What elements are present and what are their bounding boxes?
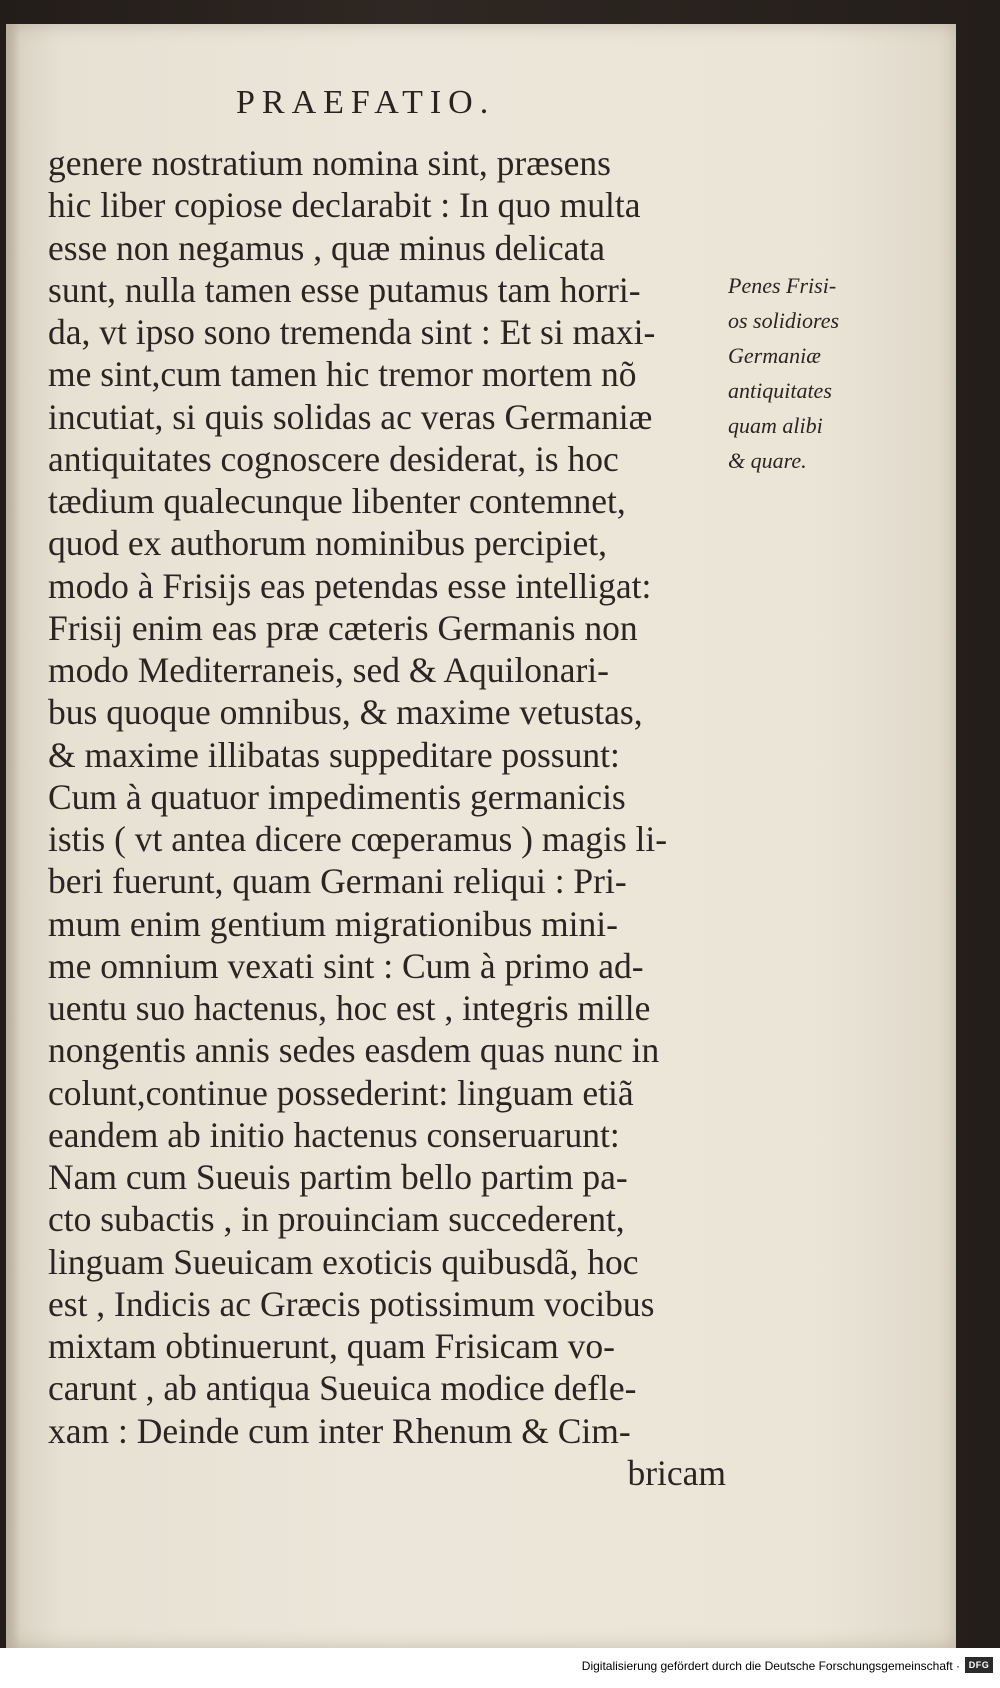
text-line: Frisij enim eas præ cæteris Germanis non (48, 607, 638, 648)
text-line: modo Mediterraneis, sed & Aquilonari- (48, 650, 609, 690)
text-line: quod ex authorum nominibus percipiet, (48, 523, 608, 564)
text-line: cto subactis , in prouinciam succederent, (48, 1199, 625, 1240)
text-line: antiquitates cognoscere desiderat, is hoc (48, 438, 619, 479)
text-line: est , Indicis ac Græcis potissimum vocibus (48, 1283, 655, 1324)
marginal-note (728, 268, 878, 478)
marginal-note-line: Germaniæ (728, 343, 821, 368)
marginal-note-line: Penes Frisi- (728, 273, 837, 298)
text-line: me sint,cum tamen hic tremor mortem nõ (48, 354, 637, 395)
text-line: bus quoque omnibus, & maxime vetustas, (48, 692, 643, 733)
text-line: nongentis annis sedes easdem quas nunc in (48, 1030, 660, 1071)
text-line: esse non negamus , quæ minus delicata (48, 227, 606, 268)
running-head: PRAEFATIO. (236, 84, 496, 121)
digitization-footer (0, 1648, 1000, 1688)
text-line: linguam Sueuicam exoticis quibusdã, hoc (48, 1241, 639, 1282)
text-line: incutiat, si quis solidas ac veras Germaniæ (48, 396, 653, 437)
text-line: da, vt ipso sono tremenda sint : Et si maxi- (48, 312, 656, 352)
marginal-note-line: quam alibi (728, 413, 823, 438)
marginal-note-line: antiquitates (728, 378, 832, 403)
text-line: Cum à quatuor impedimentis germanicis (48, 776, 626, 817)
text-line: uentu suo hactenus, hoc est , integris mille (48, 988, 651, 1028)
marginal-note-line: os solidiores (728, 308, 840, 333)
text-line: xam : Deinde cum inter Rhenum & Cim- (48, 1410, 631, 1451)
dfg-logo: DFG (965, 1657, 993, 1673)
text-line: & maxime illibatas suppeditare possunt: (48, 734, 620, 775)
text-line: sunt, nulla tamen esse putamus tam horri- (48, 269, 641, 310)
text-line: istis ( vt antea dicere cœperamus ) magis li- (48, 819, 668, 859)
funding-credit: Digitalisierung gefördert durch die Deutsche Forschungsgemeinschaft · (581, 1659, 960, 1673)
text-line: mum enim gentium migrationibus mini- (48, 903, 618, 944)
text-line: colunt,continue possederint: linguam etiã (48, 1072, 634, 1113)
marginal-note-line: & quare. (728, 448, 807, 473)
body-text (48, 142, 730, 1494)
text-line: modo à Frisijs eas petendas esse intelligat: (48, 565, 652, 606)
text-line: tædium qualecunque libenter contemnet, (48, 481, 626, 521)
text-line: eandem ab initio hactenus conseruarunt: (48, 1114, 620, 1155)
text-line: genere nostratium nomina sint, præsens (48, 143, 611, 183)
text-line: mixtam obtinuerunt, quam Frisicam vo- (48, 1326, 615, 1366)
book-page (6, 24, 956, 1648)
text-line: Nam cum Sueuis partim bello partim pa- (48, 1157, 628, 1197)
text-line: me omnium vexati sint : Cum à primo ad- (48, 945, 644, 986)
text-line: carunt , ab antiqua Sueuica modice defle- (48, 1368, 637, 1409)
catchword: bricam (627, 1452, 726, 1493)
text-line: beri fuerunt, quam Germani reliqui : Pri- (48, 861, 627, 902)
text-line: hic liber copiose declarabit : In quo multa (48, 185, 641, 226)
